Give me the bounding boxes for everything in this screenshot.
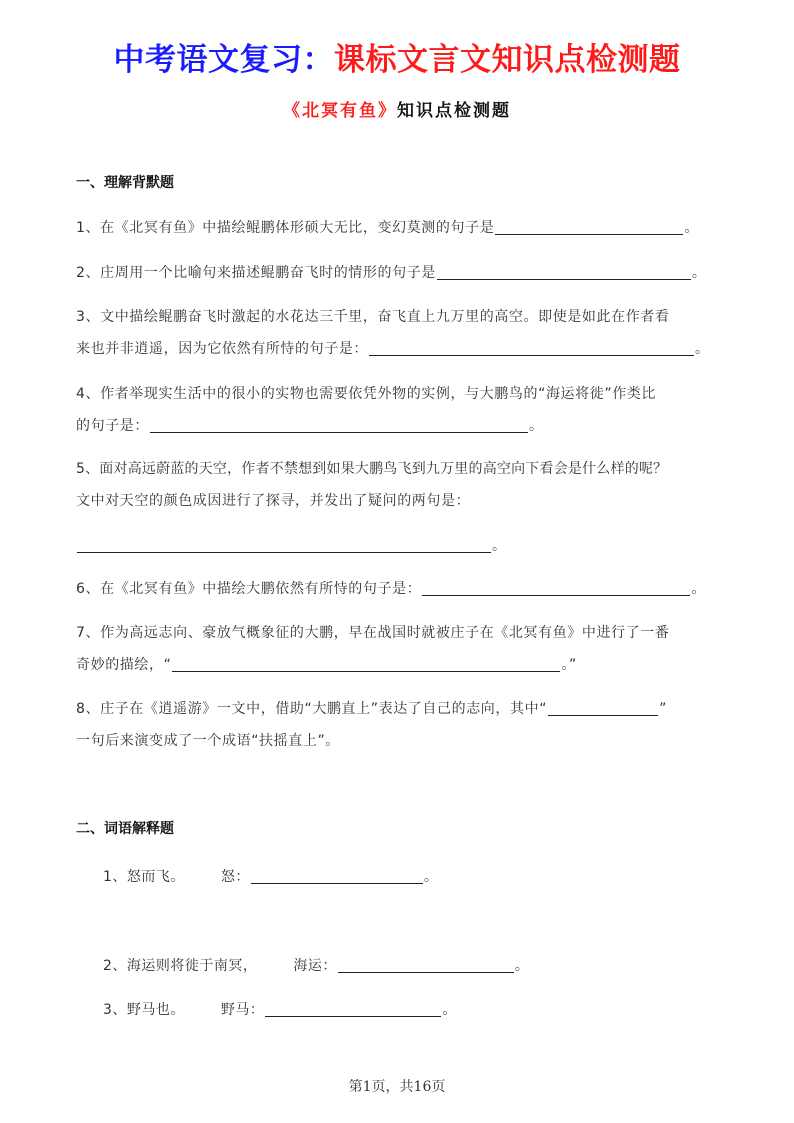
question-5-answer-row <box>76 530 736 562</box>
question-7-end: 。” <box>561 657 577 673</box>
vocab-question-1 <box>103 866 438 886</box>
question-4-end: 。 <box>529 418 544 434</box>
vocab-3-phrase: 3、野马也。 <box>103 1002 185 1018</box>
vocab-2-end: 。 <box>514 958 530 974</box>
vocab-question-3 <box>103 999 457 1019</box>
subtitle-part-black: 知识点检测题 <box>397 101 511 121</box>
question-6-text: 6、在《北冥有鱼》中描绘大鹏依然有所恃的句子是： <box>76 581 422 597</box>
question-2 <box>76 257 736 289</box>
question-4-line1: 4、作者举现实生活中的很小的实物也需要依凭外物的实例，与大鹏鸟的“海运将徙”作类比 <box>76 386 657 402</box>
vocab-3-word: 野马： <box>220 1002 265 1018</box>
title-part-blue: 中考语文复习： <box>113 42 334 78</box>
question-3 <box>76 301 736 365</box>
question-6 <box>76 573 736 605</box>
subtitle-part-red: 《北冥有鱼》 <box>283 101 397 121</box>
question-1 <box>76 212 736 244</box>
section-heading-vocabulary: 二、词语解释题 <box>76 821 174 837</box>
question-7 <box>76 617 736 681</box>
question-8-line2: 一句后来演变成了一个成语“扶摇直上”。 <box>76 733 340 749</box>
question-2-end: 。 <box>691 265 707 281</box>
question-5-line2: 文中对天空的颜色成因进行了探寻，并发出了疑问的两句是： <box>76 493 471 509</box>
question-8 <box>76 693 736 757</box>
vocab-question-2 <box>103 955 529 975</box>
answer-blank-6[interactable] <box>422 594 690 596</box>
answer-blank-2[interactable] <box>437 278 691 280</box>
vocab-2-phrase: 2、海运则将徙于南冥， <box>103 958 258 974</box>
page-footer: 第1页，共16页 <box>348 1079 446 1095</box>
answer-blank-3[interactable] <box>369 354 694 356</box>
document-subtitle <box>0 96 794 121</box>
answer-blank-4[interactable] <box>150 431 528 433</box>
answer-blank-7[interactable] <box>172 670 560 672</box>
question-3-line2: 来也并非逍遥，因为它依然有所恃的句子是： <box>76 341 368 357</box>
question-5 <box>76 453 736 517</box>
question-7-line1: 7、作为高远志向、豪放气概象征的大鹏，早在战国时就被庄子在《北冥有鱼》中进行了一番 <box>76 625 670 641</box>
vocab-blank-3[interactable] <box>265 1015 441 1017</box>
document-title <box>0 34 794 79</box>
vocab-2-word: 海运： <box>293 958 337 974</box>
vocab-3-end: 。 <box>442 1002 457 1018</box>
question-1-text: 1、在《北冥有鱼》中描绘鲲鹏体形硕大无比，变幻莫测的句子是 <box>76 220 495 236</box>
vocab-1-word: 怒： <box>220 869 250 885</box>
question-3-end: 。 <box>695 341 710 357</box>
question-8-line1a: 8、庄子在《逍遥游》一文中，借助“大鹏直上”表达了自己的志向，其中“ <box>76 701 548 717</box>
vocab-blank-2[interactable] <box>338 971 514 973</box>
question-5-line1: 5、面对高远蔚蓝的天空，作者不禁想到如果大鹏鸟飞到九万里的高空向下看会是什么样的呢？ <box>76 461 668 477</box>
section-heading-recitation: 一、理解背默题 <box>76 175 174 191</box>
vocab-1-end: 。 <box>423 869 439 885</box>
answer-blank-5[interactable] <box>77 551 491 553</box>
vocab-1-phrase: 1、怒而飞。 <box>103 869 185 885</box>
question-2-text: 2、庄周用一个比喻句来描述鲲鹏奋飞时的情形的句子是 <box>76 265 436 281</box>
question-8-line1b: ” <box>659 701 667 717</box>
question-6-end: 。 <box>691 581 706 597</box>
question-4 <box>76 378 736 442</box>
question-7-line2: 奇妙的描绘，“ <box>76 657 172 673</box>
title-part-red: 课标文言文知识点检测题 <box>334 42 681 78</box>
answer-blank-8[interactable] <box>548 714 658 716</box>
question-3-line1: 3、文中描绘鲲鹏奋飞时激起的水花达三千里，奋飞直上九万里的高空。即使是如此在作者看 <box>76 309 670 325</box>
question-5-end: 。 <box>492 538 507 554</box>
vocab-blank-1[interactable] <box>251 882 423 884</box>
question-1-end: 。 <box>684 220 699 236</box>
question-4-line2: 的句子是： <box>76 418 149 434</box>
answer-blank-1[interactable] <box>495 233 683 235</box>
